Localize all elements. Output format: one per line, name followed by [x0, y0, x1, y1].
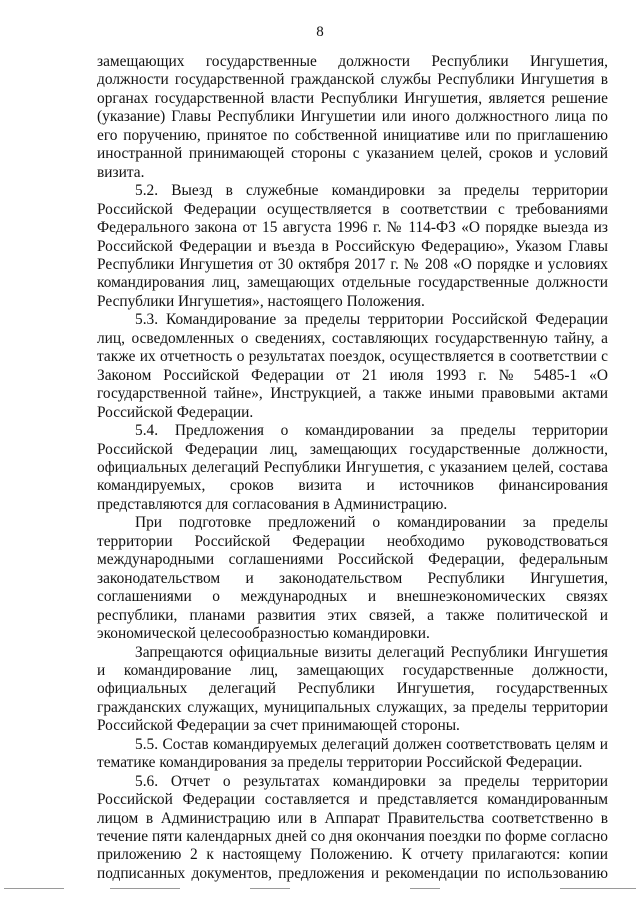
paragraph-2: 5.2. Выезд в служебные командировки за пределы территории Российской Федерации осуществляется в соответствии с требованиями Федерального закона от 15 августа 1996 г. № 114-ФЗ «О порядке выезда из Российской Федерации и въезда в Российскую Федерацию», Указом Главы Республики Ингушетия от 30 октября 2017 г. № 208 «О порядке и условиях командирования лиц, замещающих отдельные государственные должности Республики Ингушетия», настоящего Положения.	[97, 182, 608, 310]
paragraph-5: При подготовке предложений о командировании за пределы территории Российской Федерации необходимо руководствоваться международными соглашениями Российской Федерации, федеральным законодательством и законодательством Республики Ингушетия, соглашениями о международных и внешнеэкономических связях республики, планами развития этих связей, а также политической и экономической целесообразностью командировки.	[97, 514, 608, 643]
paragraph-6: Запрещаются официальные визиты делегаций Республики Ингушетия и командирование лиц, замещающих государственные должности, официальных делегаций Республики Ингушетия, государственных гражданских служащих, муниципальных служащих, за пределы территории Российской Федерации за счет принимающей стороны.	[97, 643, 608, 735]
page-number: 8	[316, 24, 324, 40]
paragraph-1: замещающих государственные должности Республики Ингушетия, должности государственной гражданской службы Республики Ингушетия в органах государственной власти Республики Ингушетия, является решение (указание) Главы Республики Ингушетии или иного должностного лица по его поручению, принятое по собственной инициативе или по приглашению иностранной принимающей стороны с указанием целей, сроков и условий визита.	[97, 53, 608, 181]
scan-bottom-edge	[0, 884, 640, 894]
paragraph-7: 5.5. Состав командируемых делегаций должен соответствовать целям и тематике командирования за пределы территории Российской Федерации.	[97, 735, 608, 772]
document-body	[97, 53, 608, 883]
paragraph-8: 5.6. Отчет о результатах командировки за пределы территории Российской Федерации составляется и представляется командированным лицом в Администрацию или в Аппарат Правительства соответственно в течение пяти календарных дней со дня окончания поездки по форме согласно приложению 2 к настоящему Положению. К отчету прилагаются: копии подписанных документов, предложения и рекомендации по использованию	[97, 772, 608, 882]
paragraph-3: 5.3. Командирование за пределы территории Российской Федерации лиц, осведомленных о сведениях, составляющих государственную тайну, а также их отчетность о результатах поездок, осуществляется в соответствии с Законом Российской Федерации от 21 июля 1993 г. № 5485-1 «О государственной тайне», Инструкцией, а также иными правовыми актами Российской Федерации.	[97, 311, 608, 421]
paragraph-4: 5.4. Предложения о командировании за пределы территории Российской Федерации лиц, замещающих государственные должности, официальных делегаций Республики Ингушетия, с указанием целей, состава командируемых, сроков визита и источников финансирования представляются для согласования в Администрацию.	[97, 422, 608, 513]
